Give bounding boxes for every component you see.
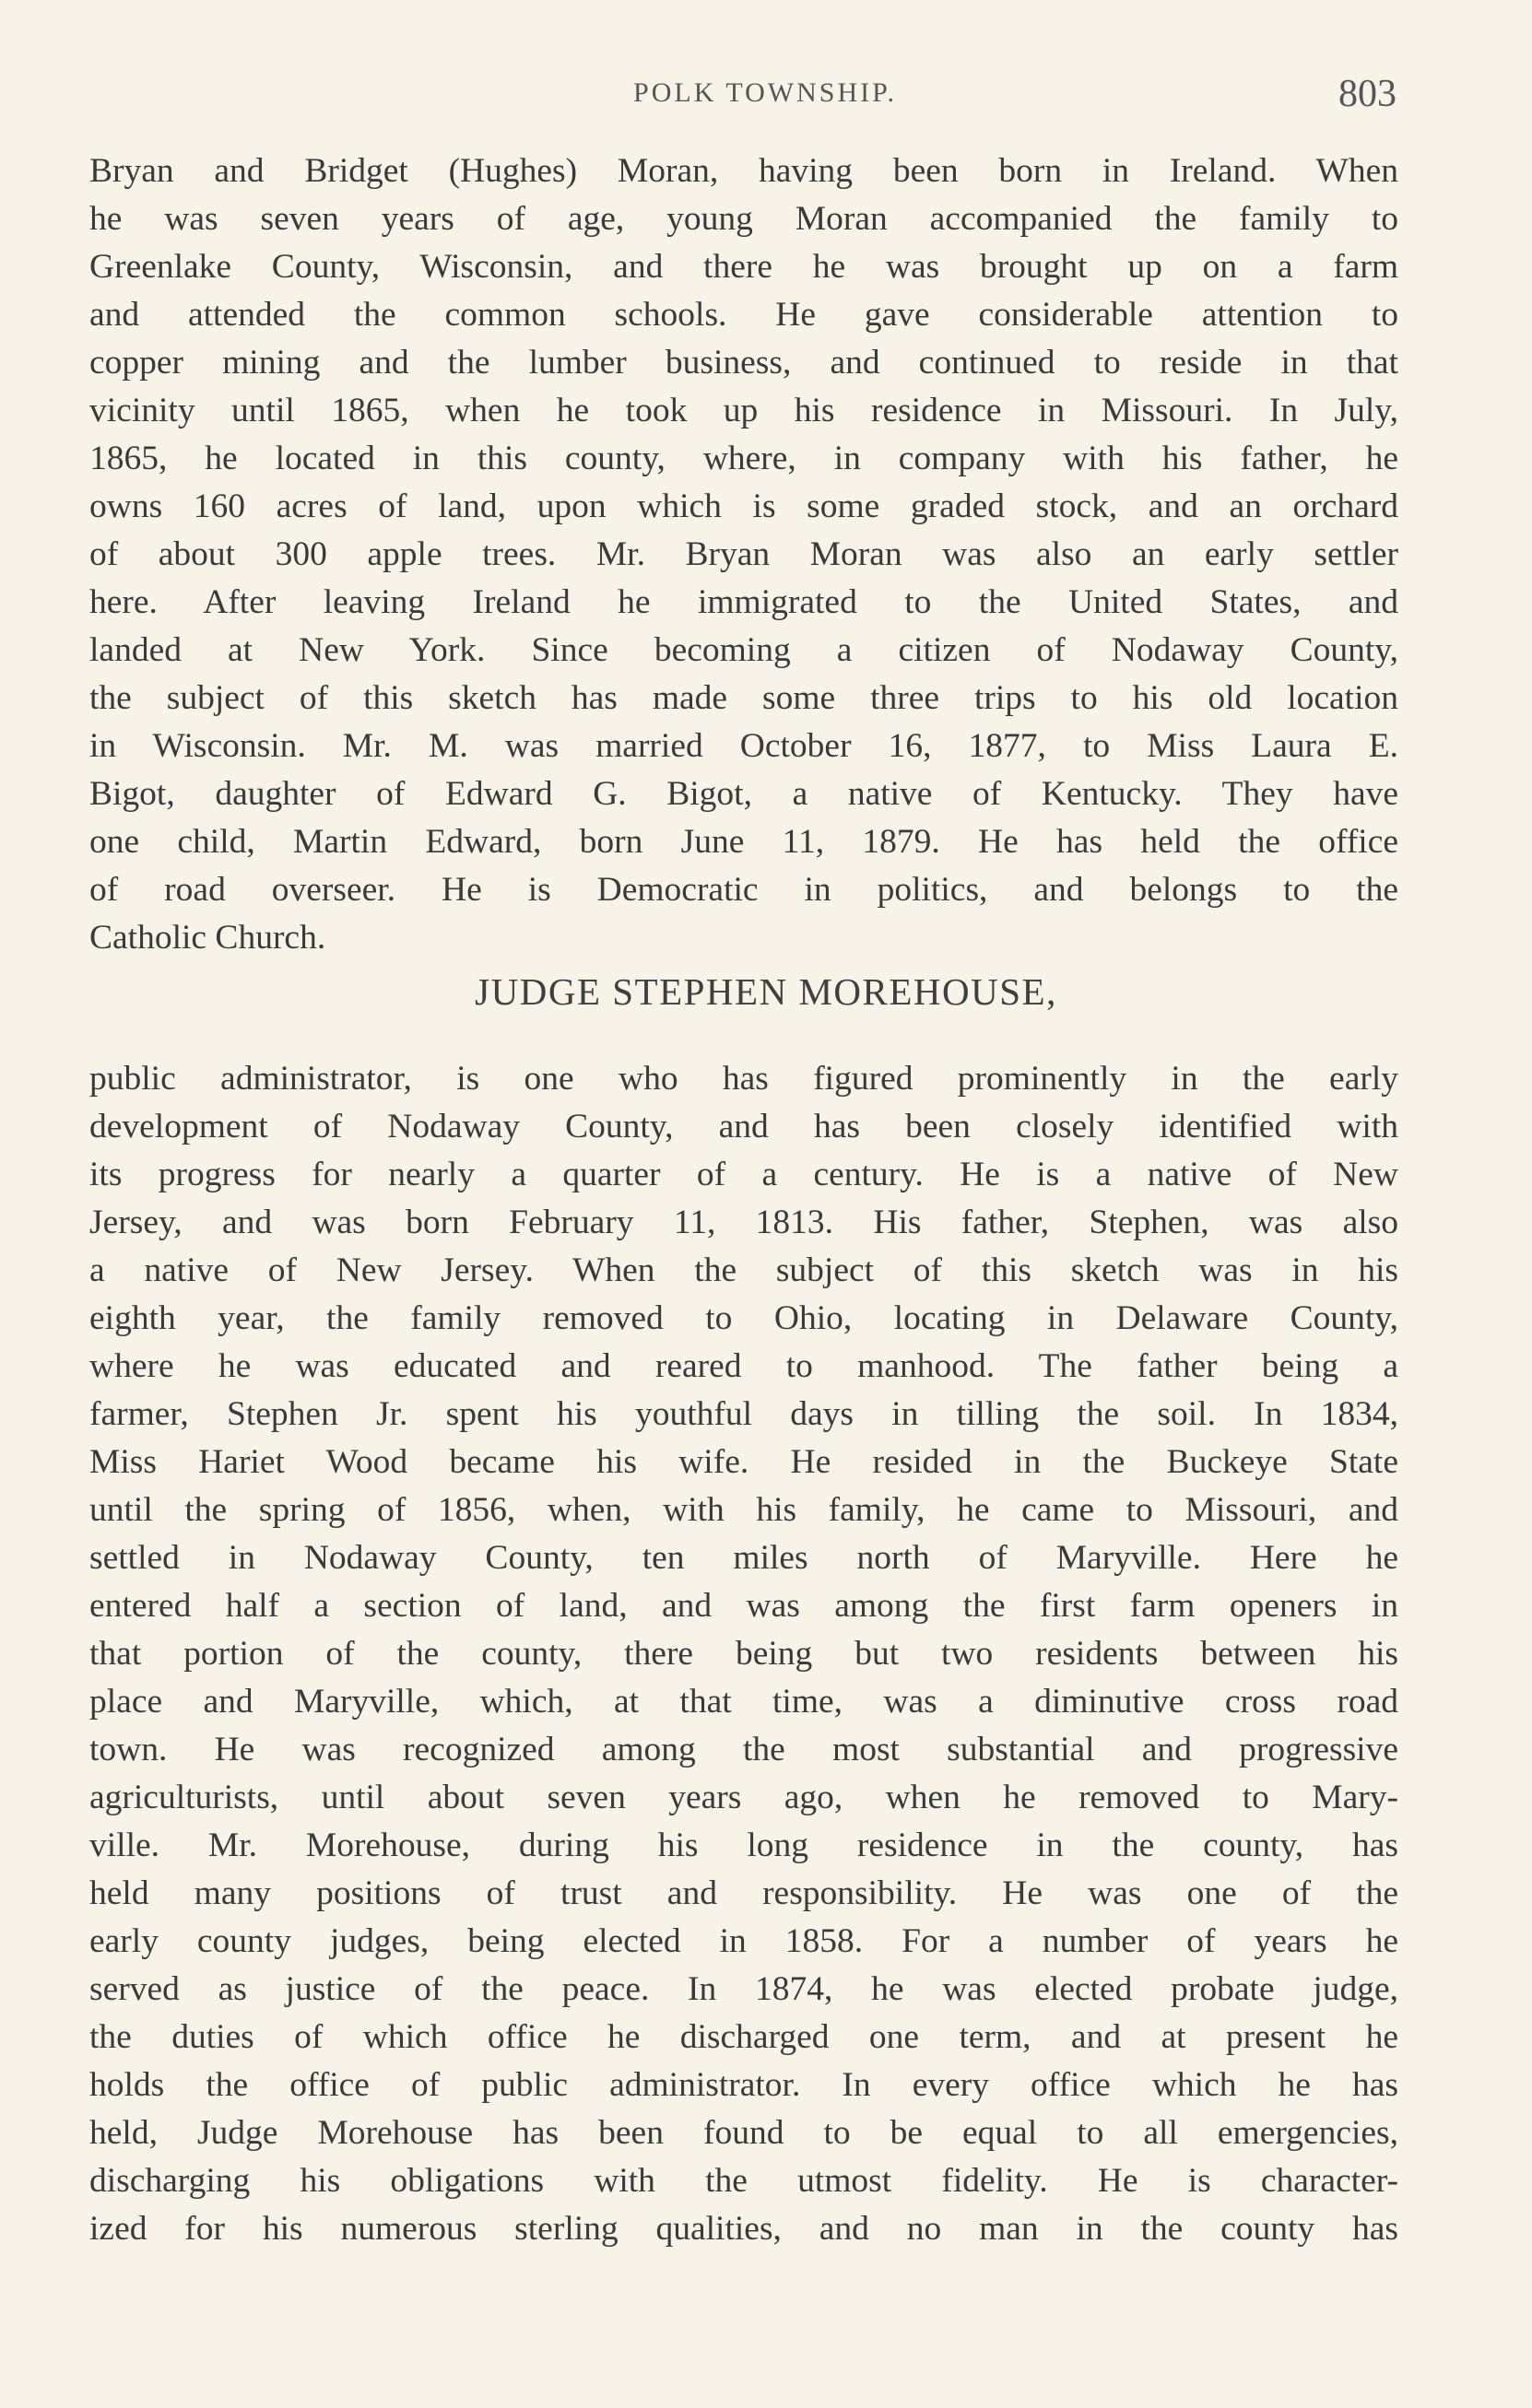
text-line: Bryan and Bridget (Hughes) Moran, having been born in Ireland. When [89, 152, 1398, 190]
text-line: farmer, Stephen Jr. spent his youthful days in tilling the soil. In 1834, [89, 1395, 1398, 1433]
text-line: and attended the common schools. He gave considerable attention to [89, 296, 1398, 334]
text-line: Bigot, daughter of Edward G. Bigot, a native of Kentucky. They have [89, 775, 1398, 813]
text-line: held many positions of trust and responsibility. He was one of the [89, 1874, 1398, 1912]
text-line: the duties of which office he discharged one term, and at present he [89, 2018, 1398, 2056]
text-line: Jersey, and was born February 11, 1813. His father, Stephen, was also [89, 1204, 1398, 1241]
text-line: a native of New Jersey. When the subject of this sketch was in his [89, 1251, 1398, 1289]
text-line: here. After leaving Ireland he immigrated to the United States, and [89, 583, 1398, 621]
text-line: until the spring of 1856, when, with his family, he came to Missouri, and [89, 1491, 1398, 1529]
text-line: eighth year, the family removed to Ohio, locating in Delaware County, [89, 1299, 1398, 1337]
text-line: where he was educated and reared to manhood. The father being a [89, 1347, 1398, 1385]
text-line: held, Judge Morehouse has been found to be equal to all emergencies, [89, 2114, 1398, 2152]
text-line: landed at New York. Since becoming a citizen of Nodaway County, [89, 631, 1398, 669]
text-line: in Wisconsin. Mr. M. was married October 16, 1877, to Miss Laura E. [89, 727, 1398, 765]
text-line: ized for his numerous sterling qualities, and no man in the county has [89, 2210, 1398, 2248]
section-heading: JUDGE STEPHEN MOREHOUSE, [475, 970, 1057, 1013]
text-line: Catholic Church. [89, 919, 326, 957]
text-line: one child, Martin Edward, born June 11, 1879. He has held the office [89, 823, 1398, 861]
text-line: the subject of this sketch has made some three trips to his old location [89, 679, 1398, 717]
text-line: ville. Mr. Morehouse, during his long residence in the county, has [89, 1827, 1398, 1864]
text-line: of road overseer. He is Democratic in politics, and belongs to the [89, 871, 1398, 909]
text-line: of about 300 apple trees. Mr. Bryan Moran was also an early settler [89, 535, 1398, 573]
running-header [0, 66, 1532, 122]
text-line: settled in Nodaway County, ten miles north of Maryville. Here he [89, 1539, 1398, 1577]
text-line: copper mining and the lumber business, and continued to reside in that [89, 344, 1398, 382]
text-line: public administrator, is one who has figured prominently in the early [89, 1060, 1398, 1098]
running-title: POLK TOWNSHIP. [633, 77, 897, 108]
text-line: early county judges, being elected in 1858. For a number of years he [89, 1922, 1398, 1960]
text-line: vicinity until 1865, when he took up his residence in Missouri. In July, [89, 392, 1398, 429]
text-line: served as justice of the peace. In 1874, he was elected probate judge, [89, 1970, 1398, 2008]
text-line: entered half a section of land, and was among the first farm openers in [89, 1587, 1398, 1625]
text-line: owns 160 acres of land, upon which is some graded stock, and an orchard [89, 487, 1398, 525]
text-line: Miss Hariet Wood became his wife. He resided in the Buckeye State [89, 1443, 1398, 1481]
text-line: place and Maryville, which, at that time, was a diminutive cross road [89, 1683, 1398, 1721]
text-line: discharging his obligations with the utmost fidelity. He is character- [89, 2162, 1398, 2200]
text-line: 1865, he located in this county, where, in company with his father, he [89, 440, 1398, 477]
text-line: its progress for nearly a quarter of a century. He is a native of New [89, 1156, 1398, 1193]
biography-paragraph-moran [89, 147, 1398, 962]
text-line: agriculturists, until about seven years ago, when he removed to Mary- [89, 1779, 1398, 1816]
text-line: town. He was recognized among the most substantial and progressive [89, 1731, 1398, 1768]
text-line: he was seven years of age, young Moran accompanied the family to [89, 200, 1398, 238]
text-line: Greenlake County, Wisconsin, and there he was brought up on a farm [89, 248, 1398, 286]
biography-paragraph-morehouse [89, 1055, 1398, 2253]
page-number: 803 [1338, 73, 1396, 115]
text-line: holds the office of public administrator. In every office which he has [89, 2066, 1398, 2104]
text-line: that portion of the county, there being but two residents between his [89, 1635, 1398, 1673]
text-line: development of Nodaway County, and has been closely identified with [89, 1108, 1398, 1145]
